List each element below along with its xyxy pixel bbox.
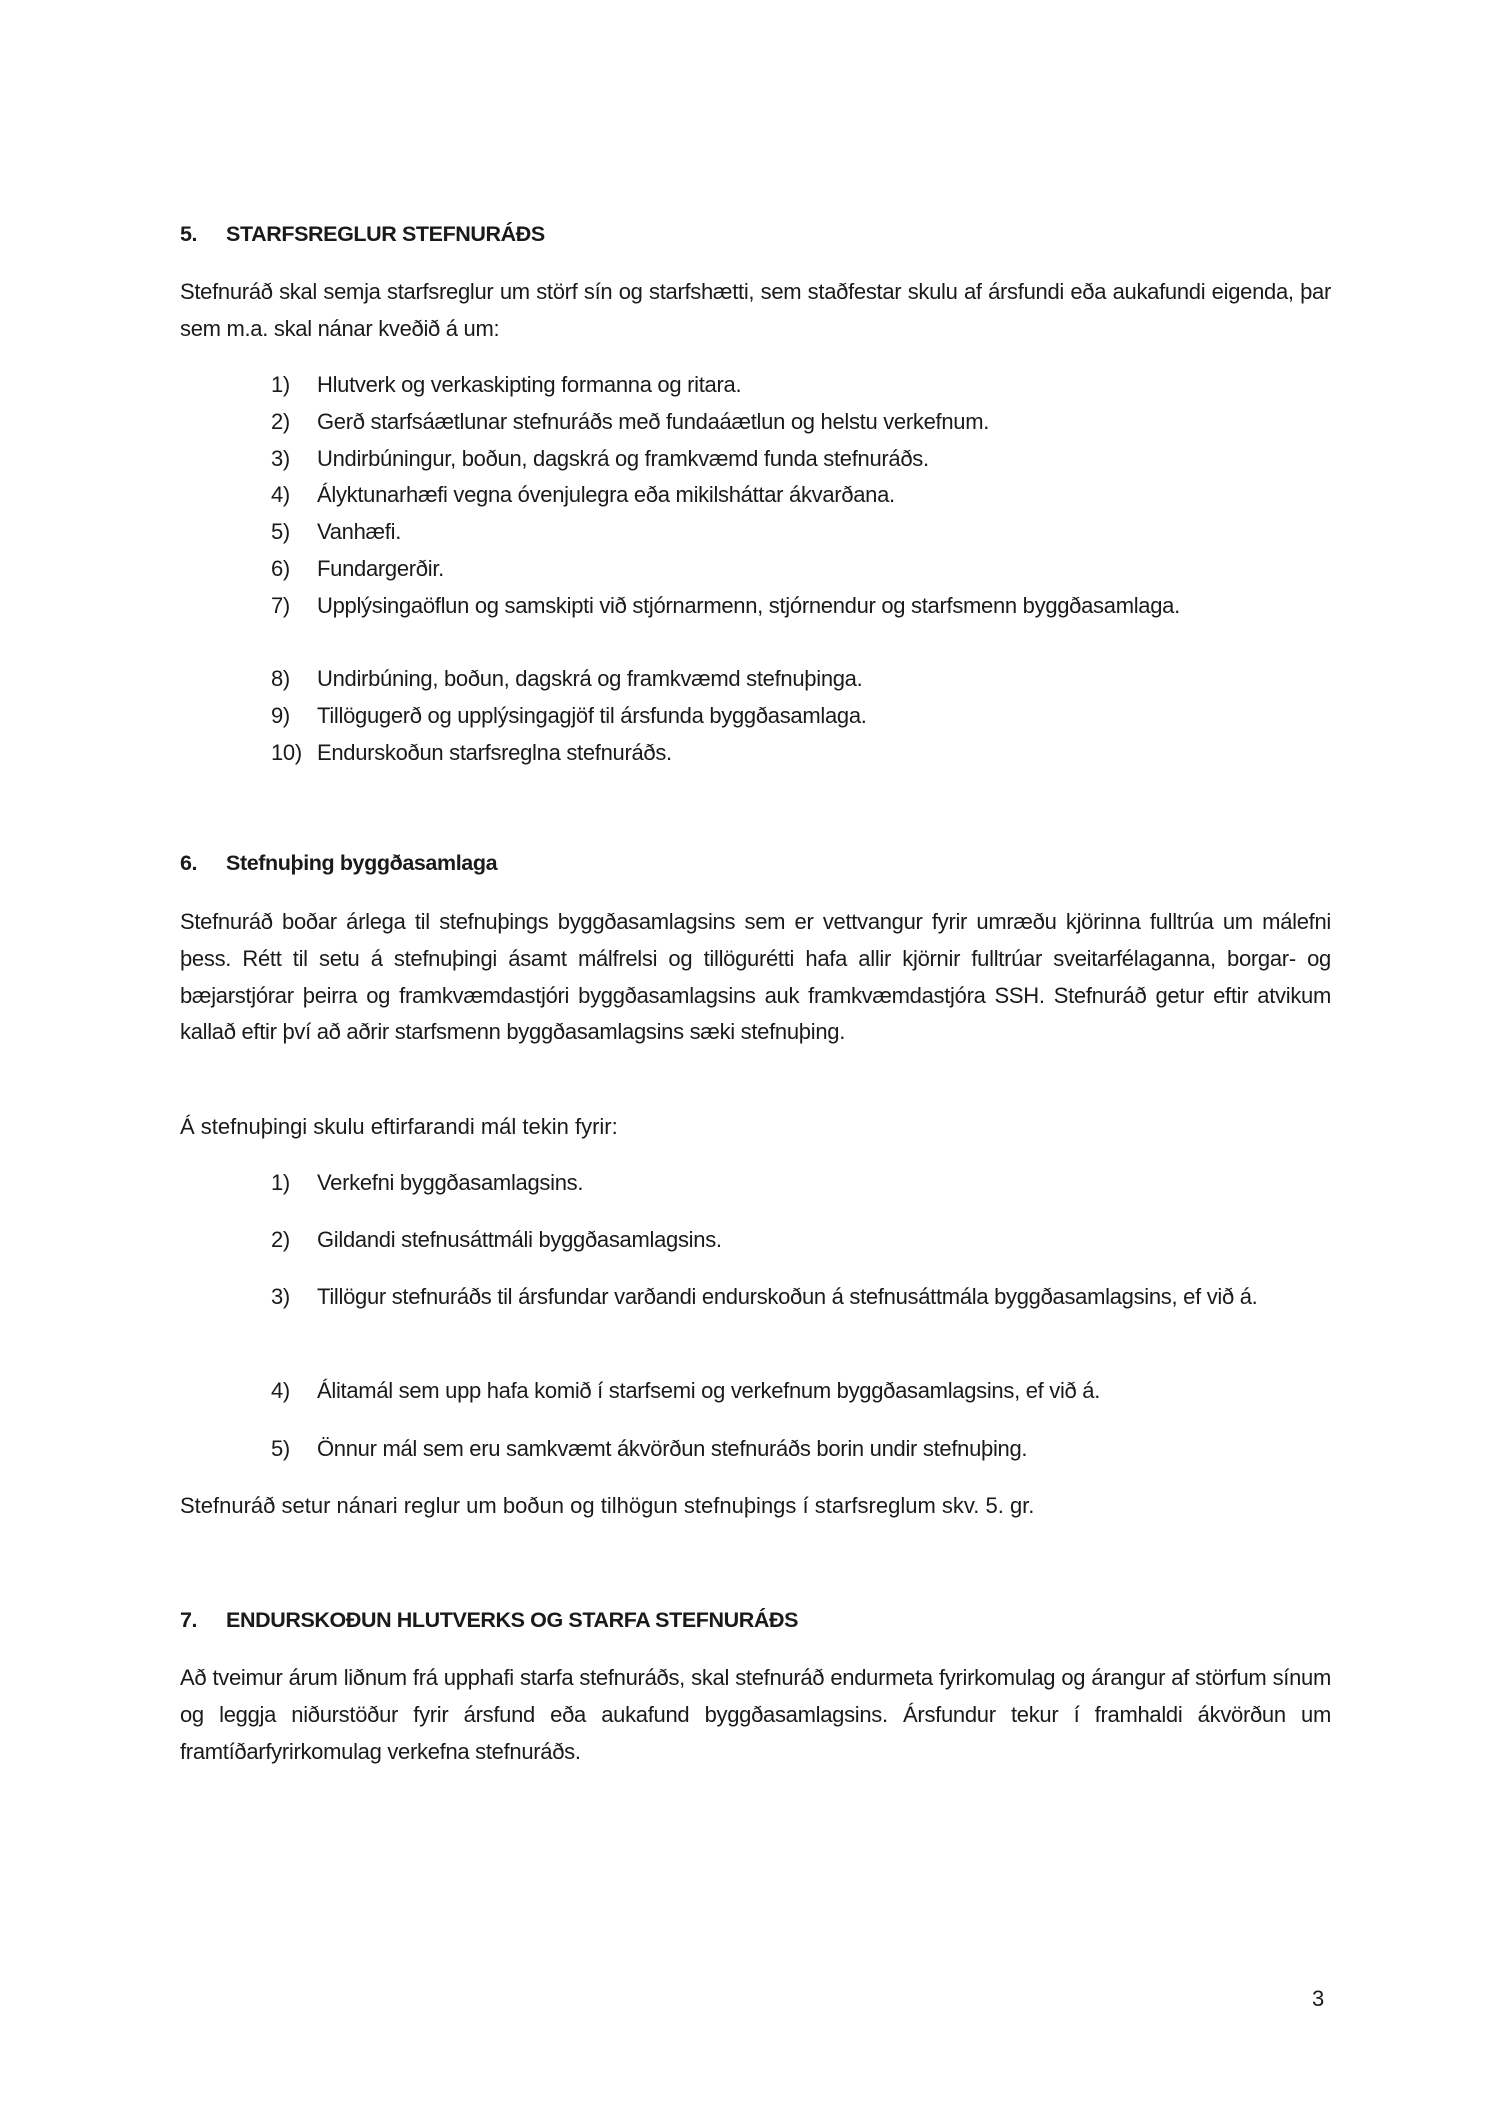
item-number: 8) <box>271 666 290 691</box>
item-number: 7) <box>271 593 290 618</box>
list-item <box>271 477 1331 514</box>
item-text: Undirbúningur, boðun, dagskrá og framkvæmd funda stefnuráðs. <box>317 446 929 471</box>
item-number: 4) <box>271 1378 290 1403</box>
list-item <box>271 1165 1331 1202</box>
item-text: Endurskoðun starfsreglna stefnuráðs. <box>317 740 672 765</box>
item-number: 2) <box>271 409 290 434</box>
item-number: 1) <box>271 372 290 397</box>
list-item <box>271 1222 1331 1259</box>
section-7-intro: Að tveimur árum liðnum frá upphafi starfa stefnuráðs, skal stefnuráð endurmeta fyrirkomulag og árangur af störfum sínum og leggja niðurstöður fyrir ársfund eða aukafund byggðasamlagsins. Ársfundur tekur í framhaldi ákvörðun um framtíðarfyrirkomulag verkefna stefnuráðs. <box>180 1665 1331 1764</box>
item-text: Upplýsingaöflun og samskipti við stjórnarmenn, stjórnendur og starfsmenn byggðasamlaga. <box>317 593 1180 618</box>
item-text: Tillögur stefnuráðs til ársfundar varðandi endurskoðun á stefnusáttmála byggðasamlagsins, ef við á. <box>317 1284 1258 1309</box>
item-text: Fundargerðir. <box>317 556 444 581</box>
item-text: Tillögugerð og upplýsingagjöf til ársfunda byggðasamlaga. <box>317 703 867 728</box>
section-title: ENDURSKOÐUN HLUTVERKS OG STARFA STEFNURÁÐS <box>226 1608 799 1632</box>
section-number: 7. <box>180 1608 198 1632</box>
item-text: Gildandi stefnusáttmáli byggðasamlagsins. <box>317 1227 722 1252</box>
page-number: 3 <box>1312 1986 1325 2011</box>
list-item <box>271 1279 1331 1316</box>
item-number: 10) <box>271 740 302 765</box>
item-text: Ályktunarhæfi vegna óvenjulegra eða mikilsháttar ákvarðana. <box>317 482 895 507</box>
section-title: STARFSREGLUR STEFNURÁÐS <box>226 222 545 246</box>
section-6-closing: Stefnuráð setur nánari reglur um boðun og tilhögun stefnuþings í starfsreglum skv. 5. gr. <box>180 1493 1035 1518</box>
list-item <box>271 735 1331 772</box>
section-5-heading <box>180 216 1331 253</box>
item-number: 2) <box>271 1227 290 1252</box>
list-item <box>271 404 1331 441</box>
section-number: 5. <box>180 222 198 246</box>
item-text: Hlutverk og verkaskipting formanna og ritara. <box>317 372 742 397</box>
item-text: Gerð starfsáætlunar stefnuráðs með fundaáætlun og helstu verkefnum. <box>317 409 990 434</box>
item-number: 5) <box>271 1436 290 1461</box>
item-text: Undirbúning, boðun, dagskrá og framkvæmd stefnuþinga. <box>317 666 863 691</box>
item-text: Verkefni byggðasamlagsins. <box>317 1170 584 1195</box>
item-text: Önnur mál sem eru samkvæmt ákvörðun stefnuráðs borin undir stefnuþing. <box>317 1436 1028 1461</box>
item-number: 3) <box>271 446 290 471</box>
list-item <box>271 367 1331 404</box>
item-number: 6) <box>271 556 290 581</box>
list-item <box>271 1373 1331 1410</box>
item-text: Vanhæfi. <box>317 519 402 544</box>
section-6-lead: Á stefnuþingi skulu eftirfarandi mál tekin fyrir: <box>180 1114 618 1139</box>
item-number: 5) <box>271 519 290 544</box>
list-item <box>271 588 1331 625</box>
item-number: 1) <box>271 1170 290 1195</box>
item-number: 9) <box>271 703 290 728</box>
list-item <box>271 698 1331 735</box>
section-number: 6. <box>180 851 198 875</box>
section-7-heading <box>180 1602 1331 1639</box>
list-item <box>271 551 1331 588</box>
item-number: 4) <box>271 482 290 507</box>
item-text: Álitamál sem upp hafa komið í starfsemi og verkefnum byggðasamlagsins, ef við á. <box>317 1378 1101 1403</box>
list-item <box>271 514 1331 551</box>
section-title: Stefnuþing byggðasamlaga <box>226 851 498 875</box>
item-number: 3) <box>271 1284 290 1309</box>
list-item <box>271 1431 1331 1468</box>
list-item <box>271 661 1331 698</box>
section-6-heading <box>180 845 1331 882</box>
list-item <box>271 441 1331 478</box>
section-6-intro: Stefnuráð boðar árlega til stefnuþings byggðasamlagsins sem er vettvangur fyrir umræðu kjörinna fulltrúa um málefni þess. Rétt til setu á stefnuþingi ásamt málfrelsi og tillögurétti hafa allir kjörnir fulltrúar sveitarfélaganna, borgar- og bæjarstjórar þeirra og framkvæmdastjóri byggðasamlagsins auk framkvæmdastjóra SSH. Stefnuráð getur eftir atvikum kallað eftir því að aðrir starfsmenn byggðasamlagsins sæki stefnuþing. <box>180 909 1331 1045</box>
section-5-intro: Stefnuráð skal semja starfsreglur um störf sín og starfshætti, sem staðfestar skulu af ársfundi eða aukafundi eigenda, þar sem m.a. skal nánar kveðið á um: <box>180 279 1331 341</box>
